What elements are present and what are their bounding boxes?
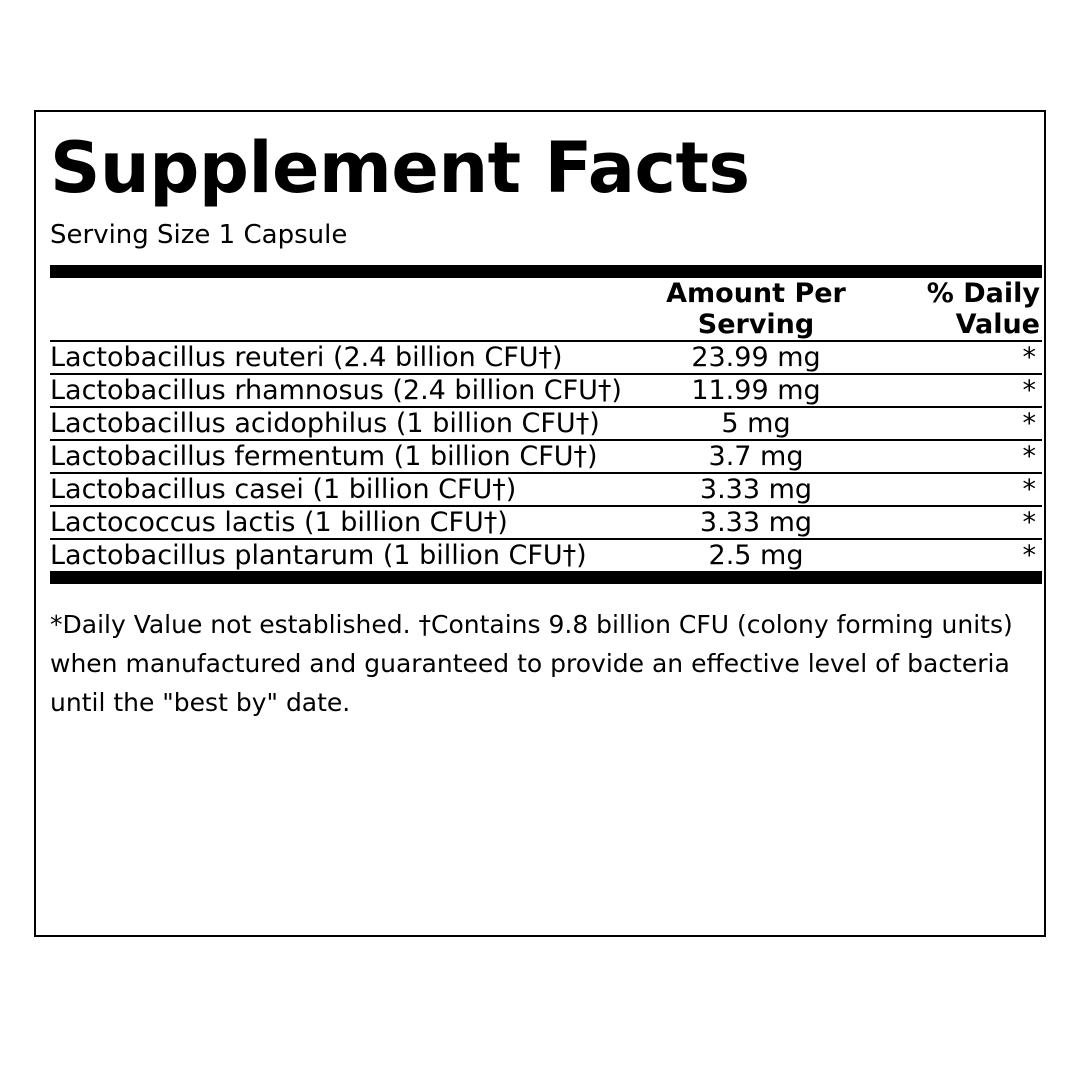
header-daily-value: % Daily Value <box>926 277 1040 340</box>
ingredient-amount: 3.33 mg <box>699 506 813 538</box>
ingredient-daily-value: * <box>1022 473 1036 505</box>
divider-thick-top <box>50 265 1042 278</box>
table-row <box>50 375 1042 406</box>
ingredient-daily-value: * <box>1022 506 1036 538</box>
table-row <box>50 507 1042 538</box>
ingredient-daily-value: * <box>1022 341 1036 373</box>
ingredient-daily-value: * <box>1022 539 1036 571</box>
table-row <box>50 441 1042 472</box>
ingredient-name: Lactobacillus rhamnosus (2.4 billion CFU†) <box>50 374 622 406</box>
ingredient-name: Lactobacillus acidophilus (1 billion CFU†) <box>50 407 600 439</box>
table-header-row <box>50 278 1042 340</box>
footnote-text: *Daily Value not established. †Contains 9.8 billion CFU (colony forming units) when manufactured and guaranteed to provide an effective level of bacteria until the "best by" date. <box>50 610 1013 717</box>
ingredient-daily-value: * <box>1022 440 1036 472</box>
ingredient-name: Lactobacillus casei (1 billion CFU†) <box>50 473 517 505</box>
ingredient-daily-value: * <box>1022 374 1036 406</box>
ingredient-daily-value: * <box>1022 407 1036 439</box>
ingredient-amount: 3.7 mg <box>708 440 804 472</box>
table-row <box>50 540 1042 571</box>
ingredient-name: Lactococcus lactis (1 billion CFU†) <box>50 506 508 538</box>
ingredient-name: Lactobacillus plantarum (1 billion CFU†) <box>50 539 587 571</box>
supplement-facts-content <box>50 118 1042 722</box>
nutrition-table <box>50 278 1042 571</box>
ingredient-name: Lactobacillus fermentum (1 billion CFU†) <box>50 440 598 472</box>
ingredient-amount: 23.99 mg <box>691 341 821 373</box>
header-amount-per-serving: Amount Per Serving <box>666 277 846 340</box>
table-row <box>50 342 1042 373</box>
table-row <box>50 408 1042 439</box>
ingredient-amount: 11.99 mg <box>691 374 821 406</box>
ingredient-name: Lactobacillus reuteri (2.4 billion CFU†) <box>50 341 563 373</box>
ingredient-amount: 3.33 mg <box>699 473 813 505</box>
page-title: Supplement Facts <box>50 127 750 209</box>
ingredient-amount: 2.5 mg <box>708 539 804 571</box>
serving-size-label: Serving Size 1 Capsule <box>50 219 348 250</box>
divider-thick-bottom <box>50 571 1042 584</box>
ingredient-amount: 5 mg <box>721 407 791 439</box>
table-row <box>50 474 1042 505</box>
supplement-facts-panel <box>34 110 1046 937</box>
header-blank <box>50 278 660 340</box>
